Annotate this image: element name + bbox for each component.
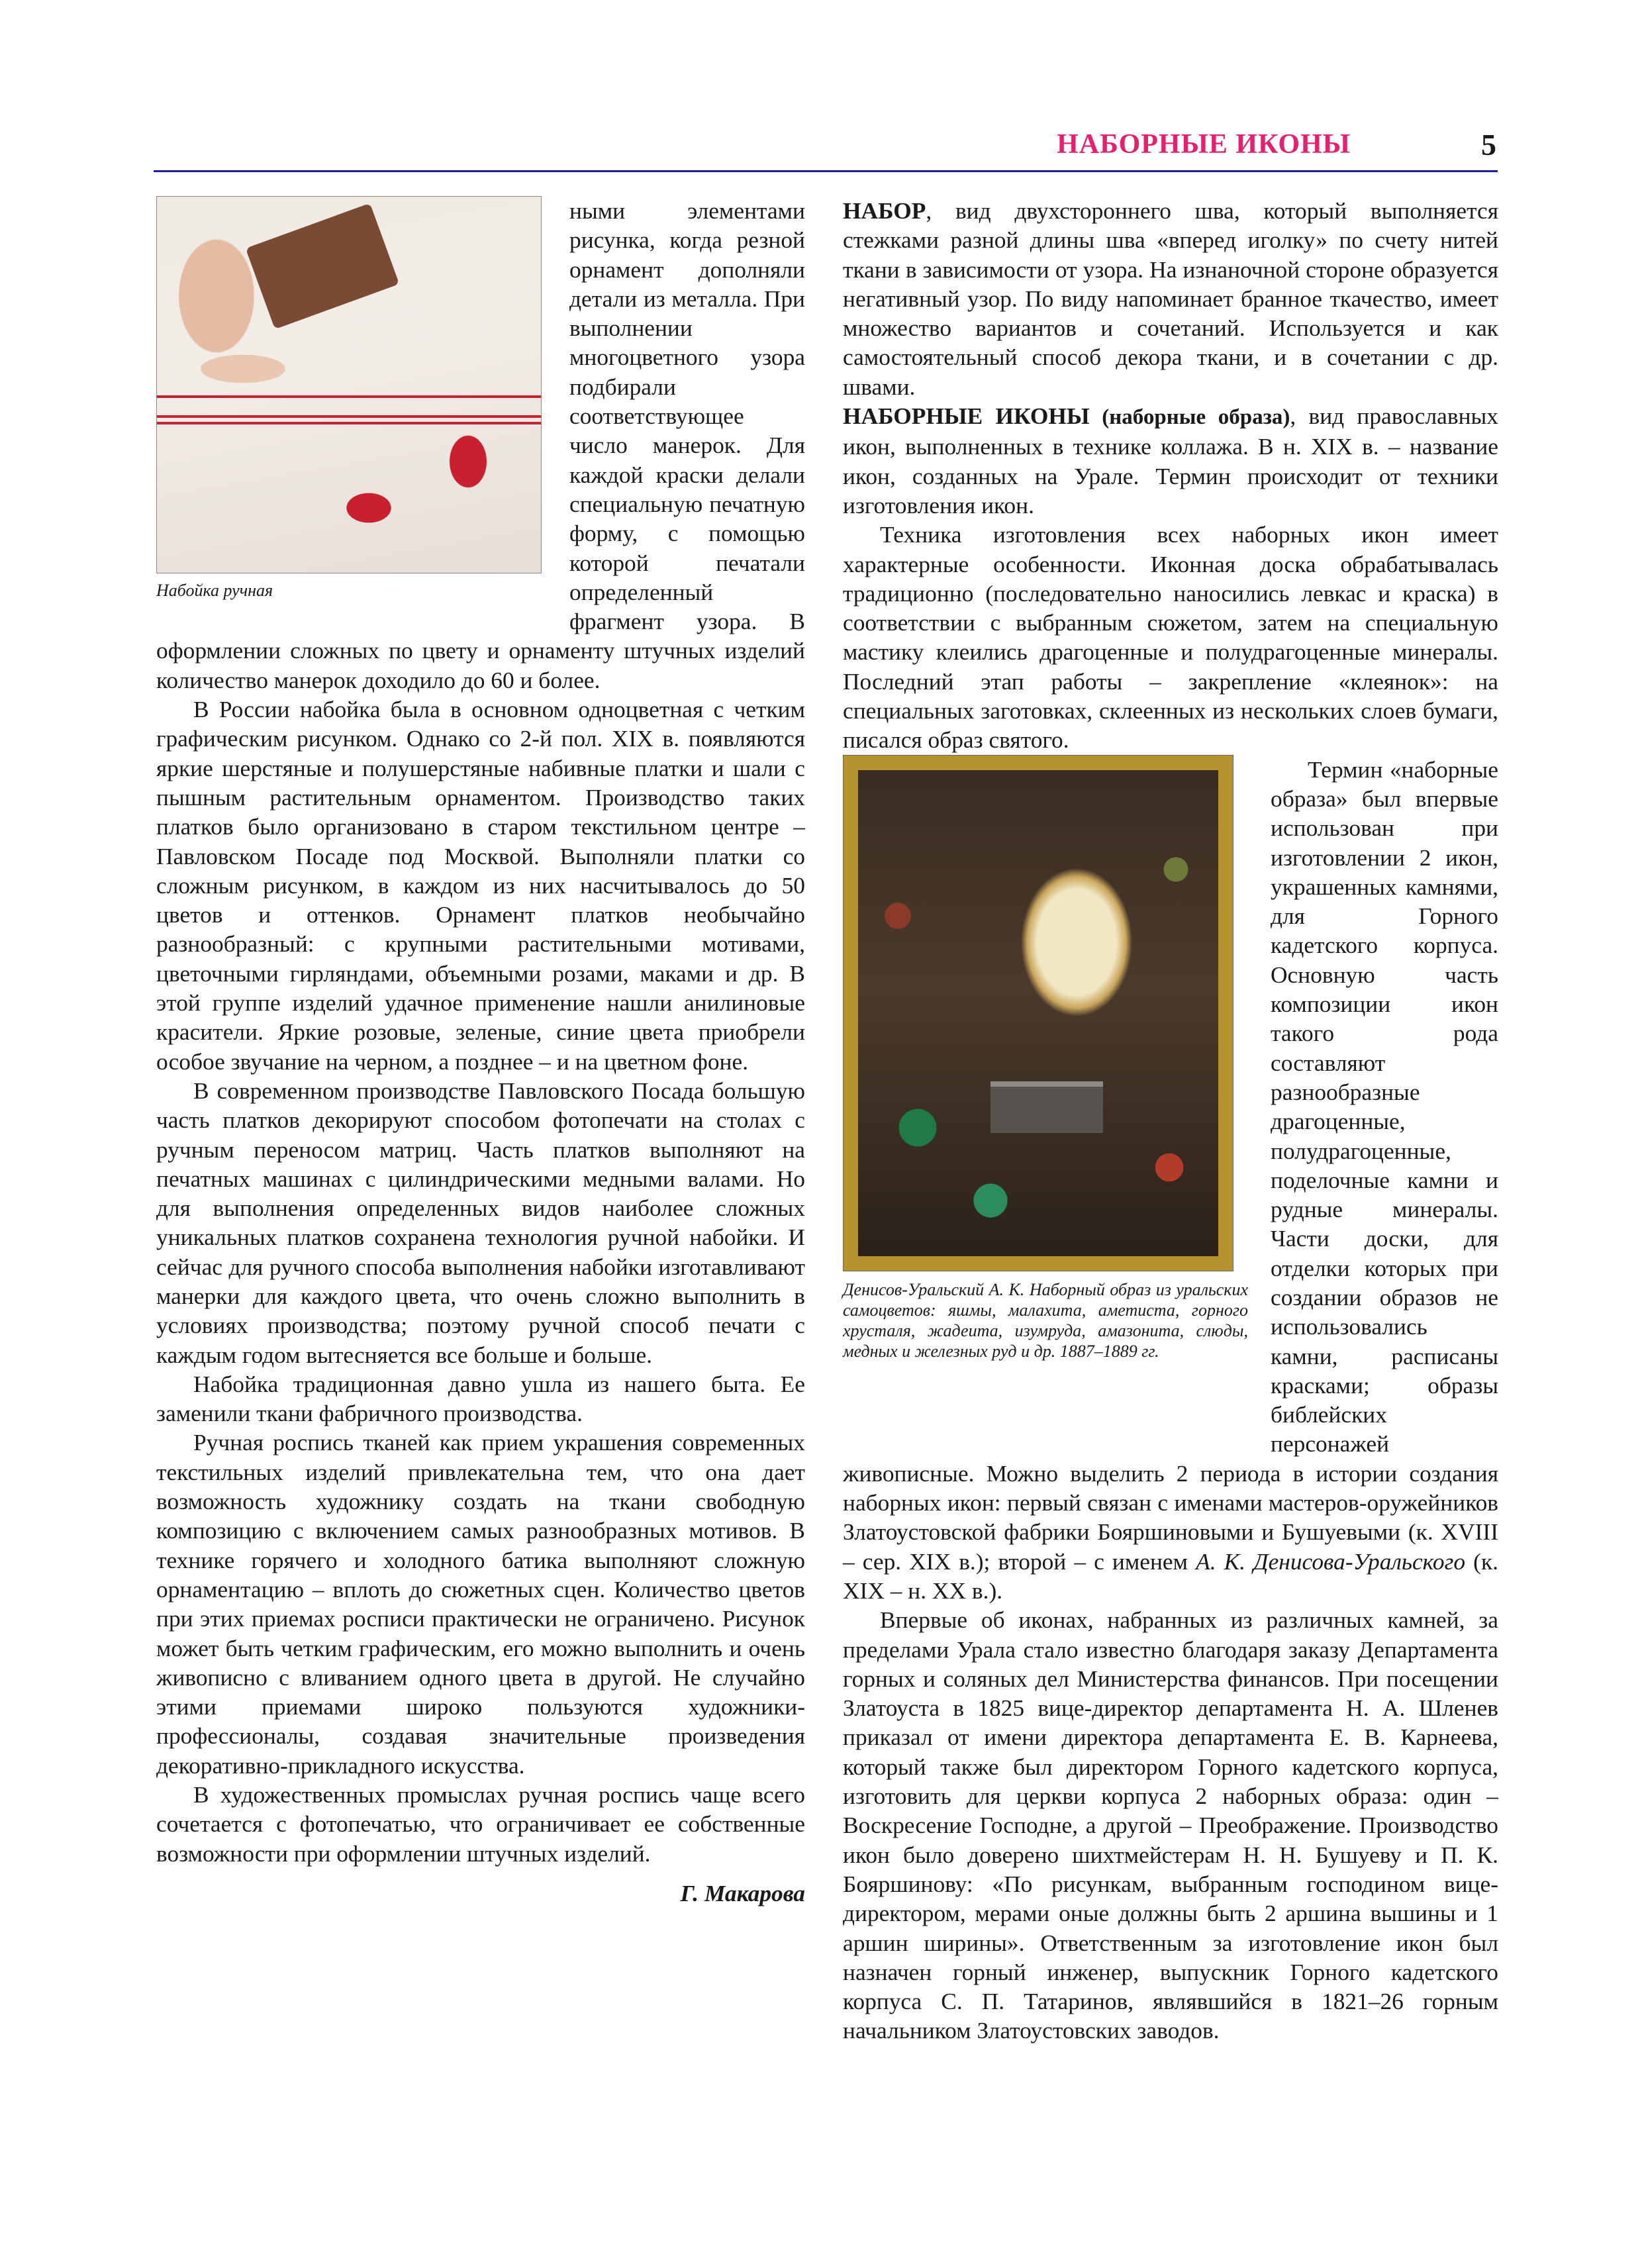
tomb-shape — [990, 1081, 1103, 1133]
entry-term-alt: (наборные образа) — [1089, 405, 1290, 430]
printing-block — [246, 203, 399, 330]
icon-frame — [843, 755, 1233, 1271]
person-name: А. К. Денисова-Уральского — [1196, 1548, 1466, 1575]
paragraph: В современном производстве Павловского Посада большую часть платков декорируют способом фотопечати на столах с ручным переносом матриц. Часть платков выполняют на печатных машинах с цилиндрическими медными валами. Но для выполнения определенных видов наиболее сложных уникальных платков сохранена технология ручной набойки. И сейчас для ручного способа выполнения набойки изготавливают манерки для каждого цвета, что очень сложно выполнить в условиях производства; поэтому ручной способ печати с каждым годом вытесняется все больше и больше. — [156, 1077, 805, 1368]
paragraph: Впервые об иконах, набранных из различных камней, за пределами Урала стало известно благодаря заказу Департамента горных и соляных дел Министерства финансов. При посещении Златоуста в 1825 вице-директор департамента Н. А. Шленев приказал от имени директора департамента Е. В. Карнеева, который также был директором Горного кадетского корпуса, изготовить для церкви корпуса 2 наборных образа: один – Воскресение Господне, а другой – Преображение. Производство икон было доверено шихтмейстерам Н. Н. Бушуеву и П. К. Бояршинову: «По рисункам, выбранным господином вице-директором, мерами оные должны быть 2 аршина вышины и 1 аршин ширины». Ответственным за изготовление икон был назначен горный инженер, выпускник Горного кадетского корпуса С. П. Татаринов, являвшийся в 1821–26 горным начальником Златоустовских заводов. — [843, 1606, 1498, 2044]
figure-caption: Набойка ручная — [156, 581, 273, 600]
entry-nabor: НАБОР, вид двухстороннего шва, который выполняется стежками разной длины шва «вперед иголку» по счету нитей ткани в зависимости от узора. На изнаночной стороне образуется негативный узор. По виду напоминает бранное ткачество, имеет множество вариантов и сочетаний. Используется и как самостоятельный способ декора ткани, и в сочетании с др. швами. — [843, 197, 1498, 400]
paragraph: ными элементами рисунка, когда резной орнамент дополняли детали из металла. При выполнении многоцветного узора подбирали соответствующее число манерок. Для каждой краски делали специальную печатную форму, с помощью которой печатали определенный фрагмент узора. В оформлении сложных по цвету и орнаменту штучных изделий количество манерок доходило до 60 и более. — [156, 197, 805, 693]
figure-hand-printing — [156, 196, 548, 607]
figure-icon — [843, 755, 1248, 1425]
paragraph: В России набойка была в основном одноцветная с четким графическим рисунком. Однако со 2-й пол. XIX в. появляются яркие шерстяные и полушерстяные набивные платки и шали с пышным растительным орнаментом. Производство таких платков было организовано в старом текстильном центре – Павловском Посаде под Москвой. Выполняли платки со сложным рисунком, в каждом из них насчитывалось до 50 цветов и оттенков. Орнамент платков необычайно разнообразный: с крупными растительными мотивами, цветочными гирляндами, объемными розами, маками и др. В этой группе изделий удачное применение нашли анилиновые красители. Яркие розовые, зеленые, синие цвета приобрели особое звучание на черном, а позднее – и на цветном фоне. — [156, 696, 805, 1075]
entry-term: НАБОР — [843, 197, 926, 224]
left-column — [156, 196, 805, 1908]
page-number: 5 — [1481, 128, 1496, 162]
right-column — [843, 196, 1498, 2046]
stone-icon-image — [858, 770, 1218, 1256]
entry-icons: НАБОРНЫЕ ИКОНЫ (наборные образа), вид православных икон, выполненных в технике коллажа. В н. XIX в. – название икон, созданных на Урале. Термин происходит от техники изготовления икон. — [843, 403, 1498, 518]
header-rule — [154, 170, 1498, 172]
paragraph: Техника изготовления всех наборных икон имеет характерные особенности. Иконная доска обрабатывалась традиционно (последовательно наносились левкас и краска) в соответствии с выбранным сюжетом, затем на специальную мастику клеилиcь драгоценные и полудрагоценные минералы. Последний этап работы – закрепление «клеянок»: на специальных заготовках, склеенных из нескольких слоев бумаги, писался образ святого. — [843, 521, 1498, 754]
running-header-title: НАБОРНЫЕ ИКОНЫ — [1057, 129, 1351, 160]
author-signature: Г. Макарова — [680, 1879, 805, 1906]
paragraph: В художественных промыслах ручная роспись чаще всего сочетается с фотопечатью, что ограничивает ее собственные возможности при оформлении штучных изделий. — [156, 1781, 805, 1867]
entry-term: НАБОРНЫЕ ИКОНЫ — [843, 403, 1090, 430]
paragraph: Набойка традиционная давно ушла из нашего быта. Ее заменили ткани фабричного производства. — [156, 1370, 805, 1427]
paragraph: Термин «наборные образа» был впервые использован при изготовлении 2 икон, украшенных камнями, для Горного кадетского корпуса. Основную часть композиции икон такого рода составляют разнообразные драгоценные, полудрагоценные, поделочные камни и рудные минералы. Части доски, для отделки которых при создании образов не использовались камни, расписаны красками; образы библейских персонажей живописные. Можно выделить 2 периода в истории создания наборных икон: первый связан с именами мастеров-оружейников Златоустовской фабрики Бояршиновыми и Бушуевыми (к. XVIII – сер. XIX в.); второй – с именем А. К. Денисова-Уральского (к. XIX – н. XX в.). — [843, 756, 1498, 1604]
paragraph: Ручная роспись тканей как прием украшения современных текстильных изделий привлекательна тем, что она дает возможность художнику создать на ткани свободную композицию с включением самых разнообразных мотивов. В технике горячего и холодного батика выполняют сложную орнаментацию – вплоть до сюжетных сцен. Количество цветов при этих приемах росписи практически не ограничено. Рисунок может быть четким графическим, его можно выполнить и очень живописно с вливанием одного цвета в другой. Не случайно этими приемами широко пользуются художники-профессионалы, создавая значительные произведения декоративно-прикладного искусства. — [156, 1429, 805, 1779]
figure-caption: Денисов-Уральский А. К. Наборный образ из уральских самоцветов: яшмы, малахита, аметиста, горного хрусталя, жадеита, изумруда, амазонита, слюды, медных и железных руд и др. 1887–1889 гг. — [843, 1279, 1248, 1361]
hand-printing-photo — [156, 196, 542, 573]
